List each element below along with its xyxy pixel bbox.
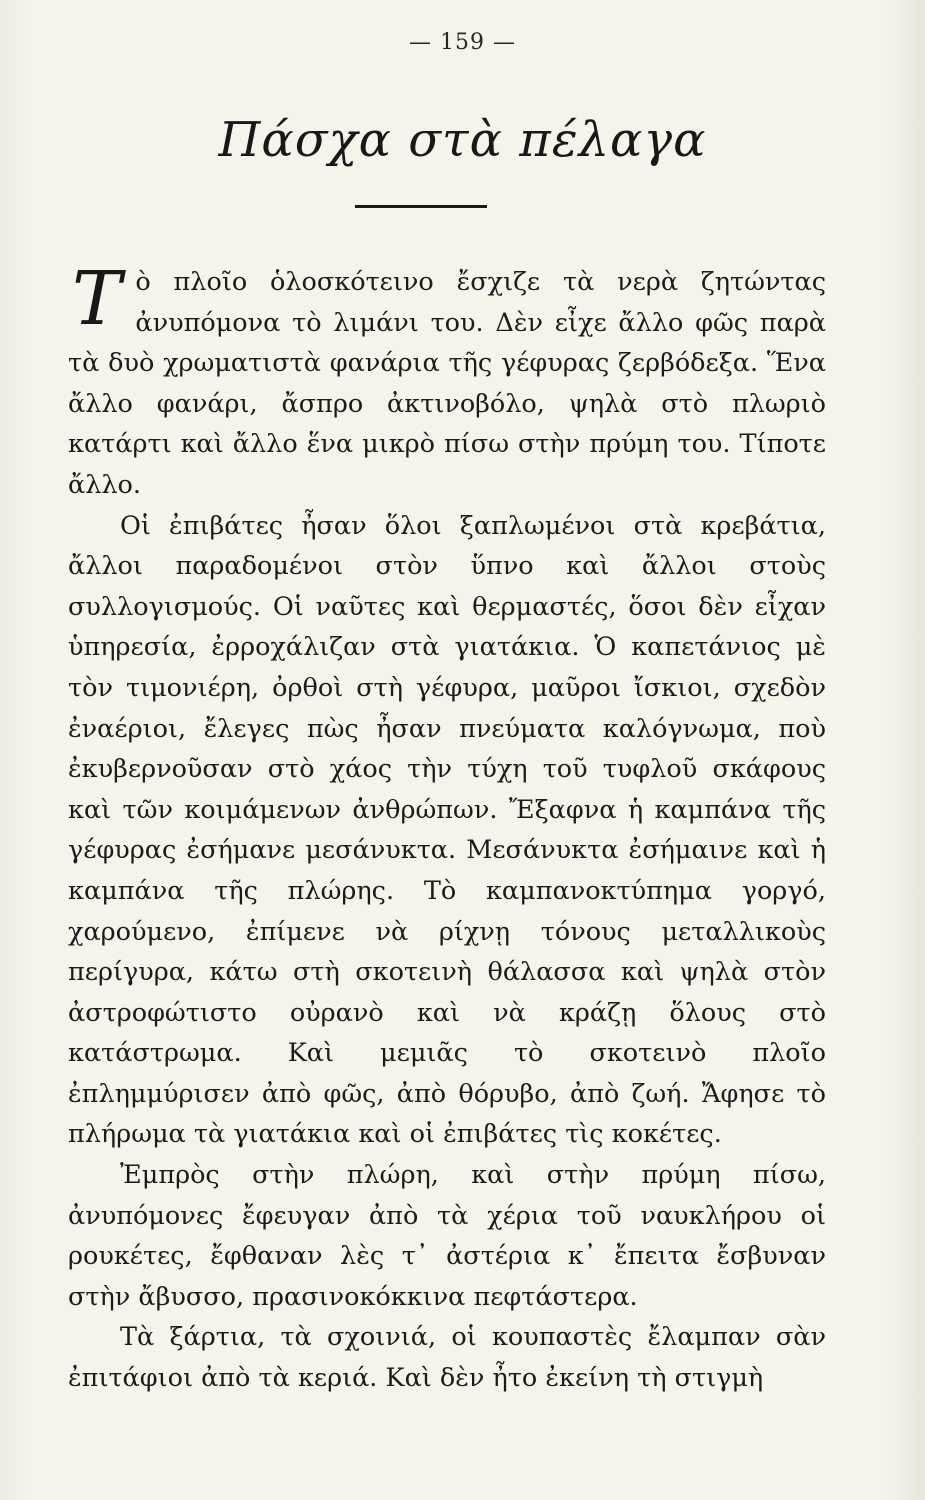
body-text: [68, 256, 826, 1399]
title-underline: [355, 205, 487, 208]
page-number: — 159 —: [409, 30, 516, 55]
drop-cap: Τ: [72, 256, 122, 342]
paragraph-1-text: ὸ πλοῖο ὁλοσκότεινο ἔσχιζε τὰ νερὰ ζητώντας ἀνυπόμονα τὸ λιμάνι του. Δὲν εἶχε ἄλλο φῶς παρὰ τὰ δυὸ χρωματιστὰ φανάρια τῆς γέφυρας ζερβόδεξα. Ἕνα ἄλλο φανάρι, ἄσπρο ἀκτινοβόλο, ψηλὰ στὸ πλωριὸ κατάρτι καὶ ἄλλο ἕνα μικρὸ πίσω στὴν πρύμη του. Τίποτε ἄλλο.: [68, 267, 826, 500]
paragraph-1: [68, 256, 826, 506]
paragraph-2: Οἱ ἐπιβάτες ἦσαν ὅλοι ξαπλωμένοι στὰ κρεβάτια, ἄλλοι παραδομένοι στὸν ὕπνο καὶ ἄλλοι στοὺς συλλογισμούς. Οἱ ναῦτες καὶ θερμαστές, ὅσοι δὲν εἶχαν ὑπηρεσία, ἐρροχάλιζαν στὰ γιατάκια. Ὁ καπετάνιος μὲ τὸν τιμονιέρη, ὀρθοὶ στὴ γέφυρα, μαῦροι ἴσκιοι, σχεδὸν ἐναέριοι, ἔλεγες πὼς ἦσαν πνεύματα καλόγνωμα, ποὺ ἐκυβερνοῦσαν στὸ χάος τὴν τύχη τοῦ τυφλοῦ σκάφους καὶ τῶν κοιμάμενων ἀνθρώπων. Ἔξαφνα ἡ καμπάνα τῆς γέφυρας ἐσήμανε μεσάνυκτα. Μεσάνυκτα ἐσήμαινε καὶ ἡ καμπάνα τῆς πλώρης. Τὸ καμπανοκτύπημα γοργό, χαρούμενο, ἐπίμενε νὰ ρίχνῃ τόνους μεταλλικοὺς περίγυρα, κάτω στὴ σκοτεινὴ θάλασσα καὶ ψηλὰ στὸν ἀστροφώτιστο οὐρανὸ καὶ νὰ κράζῃ ὅλους στὸ κατάστρωμα. Καὶ μεμιᾶς τὸ σκοτεινὸ πλοῖο ἐπλημμύρισεν ἀπὸ φῶς, ἀπὸ θόρυβο, ἀπὸ ζωή. Ἄφησε τὸ πλήρωμα τὰ γιατάκια καὶ οἱ ἐπιβάτες τὶς κοκέτες.: [68, 510, 826, 1150]
paragraph-4: Τὰ ξάρτια, τὰ σχοινιά, οἱ κουπαστὲς ἔλαμπαν σὰν ἐπιτάφιοι ἀπὸ τὰ κεριά. Καὶ δὲν ἦτο ἐκείνη τὴ στιγμὴ: [68, 1322, 826, 1394]
paragraph-3: Ἐμπρὸς στὴν πλώρη, καὶ στὴν πρύμη πίσω, ἀνυπόμονες ἔφευγαν ἀπὸ τὰ χέρια τοῦ ναυκλήρου οἱ ρουκέτες, ἔφθαναν λὲς τ᾿ ἀστέρια κ᾿ ἔπειτα ἔσβυναν στὴν ἄβυσσο, πρασινοκόκκινα πεφτάστερα.: [68, 1160, 826, 1312]
chapter-title: Πάσχα στὰ πέλαγα: [218, 112, 707, 168]
